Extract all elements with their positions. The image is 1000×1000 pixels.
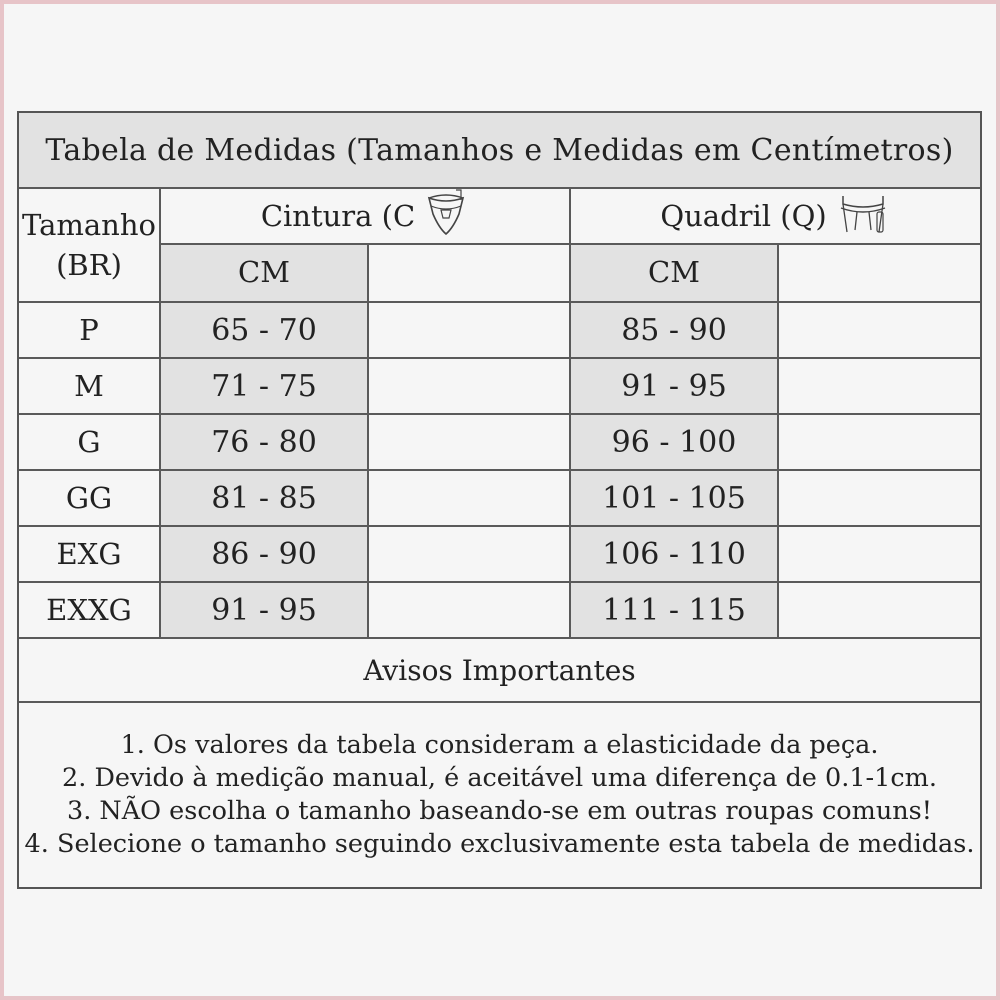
notices-list: [19, 703, 980, 887]
divider: [159, 187, 161, 639]
size-cell: G: [77, 425, 101, 459]
size-header-line1: Tamanho: [22, 208, 156, 242]
quadril-cell: 101 - 105: [602, 480, 746, 516]
waist-measure-icon: [423, 188, 469, 245]
cintura-label: Cintura (C: [260, 199, 416, 233]
table-title: Tabela de Medidas (Tamanhos e Medidas em Centímetros): [45, 132, 954, 168]
divider: [19, 357, 980, 359]
divider: [19, 301, 980, 303]
size-header-line2: (BR): [56, 248, 122, 282]
cintura-cell: 65 - 70: [211, 312, 317, 348]
divider: [19, 187, 980, 189]
divider: [19, 581, 980, 583]
size-chart-table: [17, 111, 982, 889]
divider: [19, 525, 980, 527]
divider: [19, 413, 980, 415]
cintura-cell: 76 - 80: [211, 424, 317, 460]
quadril-label: Quadril (Q): [660, 199, 827, 233]
quadril-cell: 85 - 90: [621, 312, 727, 348]
notice-item: 3. NÃO escolha o tamanho baseando-se em outras roupas comuns!: [66, 796, 933, 826]
notices-title: Avisos Importantes: [363, 653, 636, 687]
cintura-cell: 91 - 95: [211, 592, 317, 628]
cintura-header: [161, 189, 569, 243]
cintura-cell: 71 - 75: [211, 368, 317, 404]
quadril-cell: 111 - 115: [602, 592, 746, 628]
cintura-unit: CM: [238, 255, 290, 289]
size-header: [19, 189, 159, 301]
size-cell: GG: [65, 481, 113, 515]
notice-item: 2. Devido à medição manual, é aceitável uma diferença de 0.1-1cm.: [62, 763, 937, 793]
divider: [777, 243, 779, 639]
quadril-cell: 91 - 95: [621, 368, 727, 404]
hip-measure-icon: [835, 190, 891, 243]
divider: [569, 187, 571, 639]
quadril-unit: CM: [648, 255, 700, 289]
divider: [19, 637, 980, 639]
notice-item: 4. Selecione o tamanho seguindo exclusivamente esta tabela de medidas.: [24, 829, 975, 859]
size-cell: EXG: [56, 537, 122, 571]
quadril-cell: 96 - 100: [611, 424, 737, 460]
cintura-cell: 81 - 85: [211, 480, 317, 516]
size-cell: M: [74, 369, 104, 403]
divider: [19, 701, 980, 703]
size-cell: EXXG: [46, 593, 132, 627]
cintura-cell: 86 - 90: [211, 536, 317, 572]
size-cell: P: [79, 313, 99, 347]
divider: [19, 469, 980, 471]
notice-item: 1. Os valores da tabela consideram a elasticidade da peça.: [120, 730, 879, 760]
quadril-header: [571, 189, 980, 243]
quadril-cell: 106 - 110: [602, 536, 746, 572]
divider: [367, 243, 369, 639]
